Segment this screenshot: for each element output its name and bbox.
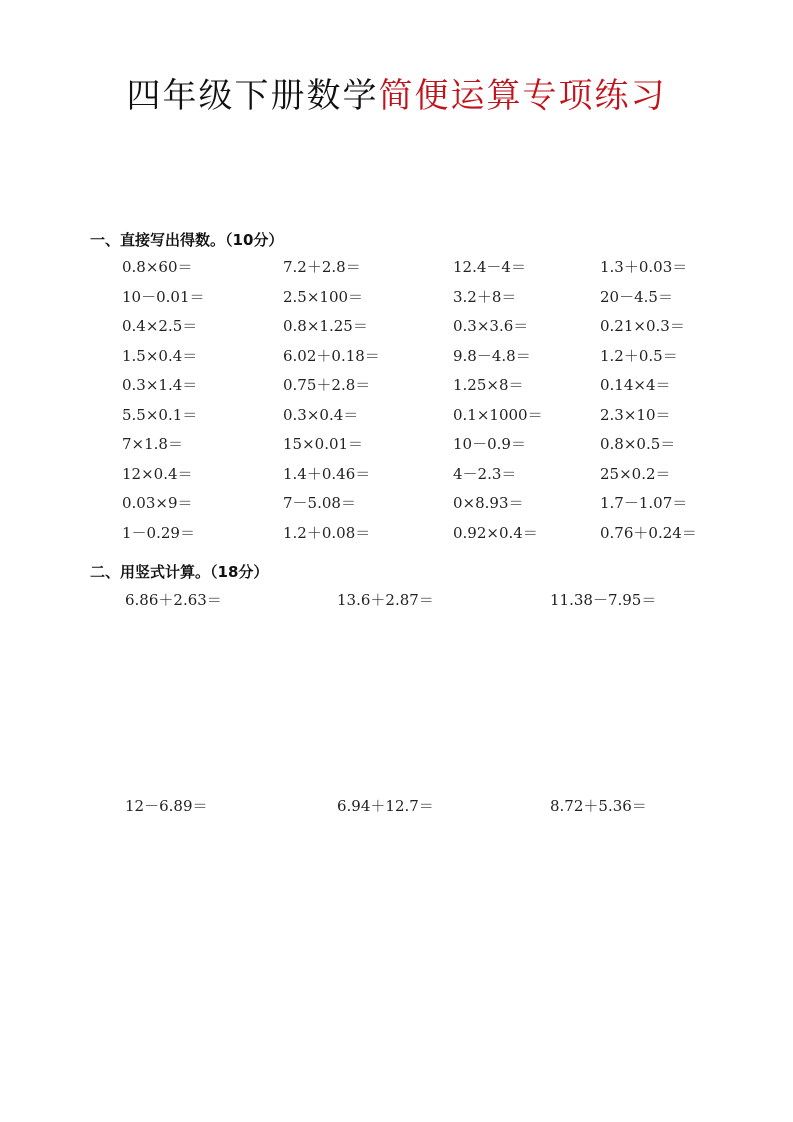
mental-math-problem: 25×0.2＝ xyxy=(600,464,671,483)
mental-math-problem: 1.5×0.4＝ xyxy=(122,346,198,365)
mental-math-problem: 0.1×1000＝ xyxy=(453,405,543,424)
mental-math-problem: 4－2.3＝ xyxy=(453,464,517,483)
title-grade-subject: 四年级下册数学 xyxy=(126,76,379,116)
mental-math-problem: 6.02＋0.18＝ xyxy=(283,346,380,365)
mental-math-problem: 1.2＋0.08＝ xyxy=(283,523,371,542)
mental-math-problem: 1.7－1.07＝ xyxy=(600,494,688,512)
mental-math-problem: 0.3×3.6＝ xyxy=(453,317,529,335)
section1-problem-grid xyxy=(122,257,750,552)
mental-math-problem: 12.4－4＝ xyxy=(453,258,526,276)
vertical-calc-problem: 8.72＋5.36＝ xyxy=(550,797,647,815)
title-topic: 简便运算专项练习 xyxy=(378,76,667,116)
mental-math-problem: 2.3×10＝ xyxy=(600,405,671,424)
vertical-calc-problem: 6.94＋12.7＝ xyxy=(337,797,434,815)
section2-heading: 二、用竖式计算。（18分） xyxy=(90,563,269,581)
mental-math-problem: 5.5×0.1＝ xyxy=(122,405,198,424)
mental-math-problem: 3.2＋8＝ xyxy=(453,287,517,306)
mental-math-problem: 1.4＋0.46＝ xyxy=(283,464,371,483)
mental-math-problem: 7－5.08＝ xyxy=(283,494,356,512)
mental-math-problem: 1.3＋0.03＝ xyxy=(600,258,688,276)
mental-math-problem: 0.21×0.3＝ xyxy=(600,317,685,335)
mental-math-problem: 0.8×0.5＝ xyxy=(600,435,676,453)
section2-row-2 xyxy=(125,796,750,816)
page-title xyxy=(0,76,793,117)
mental-math-problem: 9.8－4.8＝ xyxy=(453,346,531,365)
section1-heading: 一、直接写出得数。（10分） xyxy=(90,231,284,249)
mental-math-problem: 2.5×100＝ xyxy=(283,287,364,306)
mental-math-problem: 7.2＋2.8＝ xyxy=(283,258,361,276)
vertical-calc-problem: 11.38－7.95＝ xyxy=(550,591,657,609)
mental-math-problem: 0.92×0.4＝ xyxy=(453,523,538,542)
mental-math-problem: 0.14×4＝ xyxy=(600,376,671,394)
mental-math-problem: 0×8.93＝ xyxy=(453,494,524,512)
mental-math-problem: 10－0.9＝ xyxy=(453,435,526,453)
mental-math-problem: 20－4.5＝ xyxy=(600,287,673,306)
mental-math-problem: 1.25×8＝ xyxy=(453,376,524,394)
mental-math-problem: 10－0.01＝ xyxy=(122,287,205,306)
mental-math-problem: 0.03×9＝ xyxy=(122,494,193,512)
mental-math-problem: 0.76＋0.24＝ xyxy=(600,523,697,542)
mental-math-problem: 0.8×1.25＝ xyxy=(283,317,368,335)
vertical-calc-problem: 6.86＋2.63＝ xyxy=(125,591,222,609)
vertical-calc-problem: 13.6＋2.87＝ xyxy=(337,591,434,609)
mental-math-problem: 0.75＋2.8＝ xyxy=(283,376,371,394)
mental-math-problem: 0.3×0.4＝ xyxy=(283,405,359,424)
mental-math-problem: 0.4×2.5＝ xyxy=(122,317,198,335)
mental-math-problem: 15×0.01＝ xyxy=(283,435,364,453)
mental-math-problem: 7×1.8＝ xyxy=(122,435,183,453)
mental-math-problem: 1.2＋0.5＝ xyxy=(600,346,678,365)
vertical-calc-problem: 12－6.89＝ xyxy=(125,797,208,815)
section2-row-1 xyxy=(125,590,750,610)
mental-math-problem: 1－0.29＝ xyxy=(122,523,195,542)
mental-math-problem: 12×0.4＝ xyxy=(122,464,193,483)
mental-math-problem: 0.3×1.4＝ xyxy=(122,376,198,394)
mental-math-problem: 0.8×60＝ xyxy=(122,258,193,276)
